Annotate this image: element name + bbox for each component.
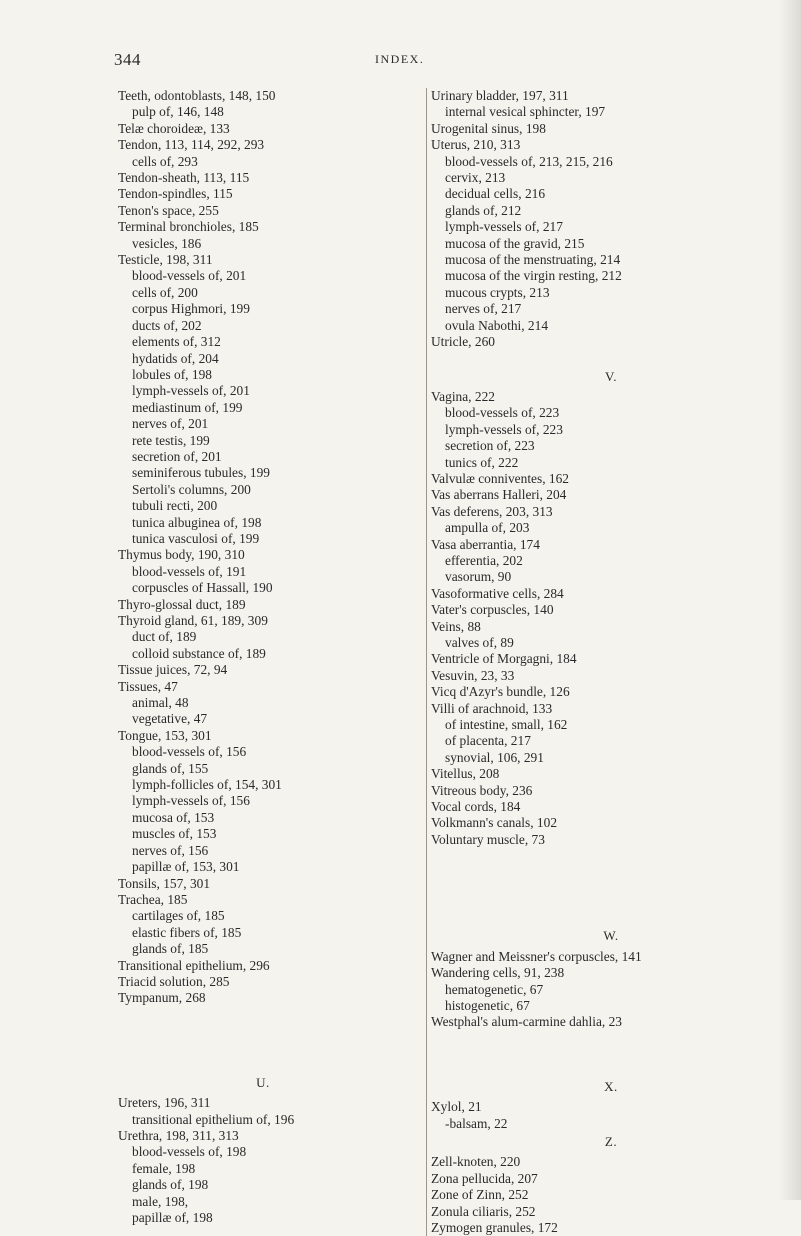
index-entry: Vesuvin, 23, 33 (431, 667, 515, 683)
index-entry: Valvulæ conniventes, 162 (431, 470, 569, 486)
index-subentry: muscles of, 153 (132, 826, 217, 842)
index-entry: Tissues, 47 (118, 678, 178, 694)
index-entry: Terminal bronchioles, 185 (118, 219, 259, 235)
section-letter: Z. (604, 1133, 618, 1149)
index-subentry: valves of, 89 (445, 635, 514, 650)
index-entry: Urogenital sinus, 198 (431, 120, 546, 136)
index-entry: Vicq d'Azyr's bundle, 126 (431, 684, 570, 700)
section-letter: V. (605, 368, 617, 384)
index-entry: Tympanum, 268 (118, 990, 206, 1006)
index-subentry: seminiferous tubules, 199 (132, 465, 270, 481)
index-subentry: of placenta, 217 (445, 733, 531, 749)
index-entry: Telæ choroideæ, 133 (118, 120, 230, 136)
index-subentry: mucous crypts, 213 (445, 284, 550, 300)
index-subentry: female, 198 (132, 1160, 196, 1176)
index-entry: Vasoformative cells, 284 (431, 585, 564, 601)
section-letter: U. (256, 1074, 270, 1090)
index-entry: Vasa aberrantia, 174 (431, 536, 540, 552)
index-subentry: blood-vessels of, 201 (132, 268, 247, 284)
index-entry: Tissue juices, 72, 94 (118, 662, 228, 678)
index-subentry: glands of, 198 (132, 1177, 209, 1193)
index-subentry: lymph-vessels of, 201 (132, 383, 250, 399)
index-subentry: cells of, 200 (132, 284, 198, 300)
index-entry: Thyro-glossal duct, 189 (118, 596, 246, 612)
index-subentry: animal, 48 (132, 695, 189, 711)
index-subentry: nerves of, 217 (445, 301, 522, 317)
index-subentry: lymph-vessels of, 217 (445, 219, 563, 235)
index-subentry: ovula Nabothi, 214 (445, 317, 549, 333)
index-subentry: tunics of, 222 (445, 454, 519, 470)
index-section (431, 1134, 791, 1236)
index-entry: Wandering cells, 91, 238 (431, 965, 565, 981)
index-entry: Thyroid gland, 61, 189, 309 (118, 613, 268, 628)
index-subentry: of intestine, small, 162 (445, 717, 568, 733)
index-subentry: glands of, 155 (132, 760, 209, 776)
index-entry: Vitellus, 208 (431, 766, 500, 782)
index-entry: Triacid solution, 285 (118, 973, 230, 989)
index-entry: Xylol, 21 (431, 1099, 482, 1115)
index-subentry: rete testis, 199 (132, 432, 210, 448)
index-subentry: papillæ of, 198 (132, 1210, 213, 1225)
index-entry: Tendon-sheath, 113, 115 (118, 170, 250, 186)
index-subentry: glands of, 185 (132, 941, 209, 957)
index-entry: Vas aberrans Halleri, 204 (431, 487, 567, 503)
index-subentry: colloid substance of, 189 (132, 645, 266, 661)
index-entry: Tendon, 113, 114, 292, 293 (118, 137, 265, 153)
index-entry: Veins, 88 (431, 618, 481, 634)
index-entry: Tendon-spindles, 115 (118, 186, 233, 202)
index-entry: Villi of arachnoid, 133 (431, 700, 553, 716)
index-entry: Volkmann's canals, 102 (431, 815, 558, 831)
index-subentry: tunica vasculosi of, 199 (132, 530, 260, 546)
running-head: INDEX. (375, 52, 425, 66)
index-subentry: tubuli recti, 200 (132, 498, 218, 514)
index-subentry: vesicles, 186 (132, 235, 202, 251)
index-subentry: lymph-vessels of, 223 (445, 421, 563, 437)
index-subentry: papillæ of, 153, 301 (132, 859, 240, 875)
index-subentry: transitional epithelium of, 196 (132, 1111, 295, 1127)
index-entry: Zonula ciliaris, 252 (431, 1203, 536, 1219)
index-subentry: internal vesical sphincter, 197 (445, 104, 606, 120)
index-subentry: histogenetic, 67 (445, 997, 530, 1013)
index-entry: Vitreous body, 236 (431, 782, 533, 798)
index-entry: Tenon's space, 255 (118, 202, 219, 218)
index-subentry: secretion of, 223 (445, 438, 535, 454)
index-subentry: elastic fibers of, 185 (132, 924, 242, 940)
page-number: 344 (114, 50, 141, 69)
index-subentry: hydatids of, 204 (132, 350, 219, 366)
index-section (118, 88, 408, 1007)
index-entry: Trachea, 185 (118, 891, 188, 907)
index-subentry: vasorum, 90 (445, 569, 512, 585)
index-subentry: mucosa of the menstruating, 214 (445, 252, 621, 268)
index-subentry: nerves of, 201 (132, 416, 209, 432)
index-section (431, 88, 791, 351)
index-entry: Ventricle of Morgagni, 184 (431, 651, 577, 667)
index-entry: Vas deferens, 203, 313 (431, 503, 553, 519)
index-entry: Teeth, odontoblasts, 148, 150 (118, 88, 276, 103)
index-subentry: nerves of, 156 (132, 842, 209, 858)
index-subentry: cartilages of, 185 (132, 908, 225, 924)
index-entry: Zona pellucida, 207 (431, 1170, 538, 1186)
index-entry: Vater's corpuscles, 140 (431, 602, 554, 618)
index-section (431, 1079, 791, 1132)
index-entry: Transitional epithelium, 296 (118, 957, 270, 973)
index-subentry: cervix, 213 (445, 170, 506, 186)
index-subentry: pulp of, 146, 148 (132, 104, 224, 120)
index-entry: Testicle, 198, 311 (118, 252, 213, 268)
index-subentry: duct of, 189 (132, 629, 197, 645)
index-subentry: Sertoli's columns, 200 (132, 481, 251, 497)
index-section (431, 928, 791, 1030)
index-column-left (118, 88, 408, 1226)
index-subentry: mucosa of the virgin resting, 212 (445, 268, 622, 284)
index-entry: Westphal's alum-carmine dahlia, 23 (431, 1014, 622, 1030)
section-letter: X. (604, 1078, 618, 1094)
index-subentry: decidual cells, 216 (445, 186, 546, 202)
index-subentry: synovial, 106, 291 (445, 749, 544, 765)
index-entry: Vagina, 222 (431, 388, 495, 404)
index-entry: Voluntary muscle, 73 (431, 831, 545, 847)
section-letter: W. (603, 928, 619, 944)
index-section (431, 369, 791, 849)
index-subentry: mediastinum of, 199 (132, 399, 243, 415)
index-entry: Urinary bladder, 197, 311 (431, 88, 569, 103)
index-entry: Zone of Zinn, 252 (431, 1187, 529, 1203)
index-entry: Uterus, 210, 313 (431, 137, 521, 153)
index-subentry: efferentia, 202 (445, 552, 523, 568)
index-subentry: mucosa of, 153 (132, 809, 215, 825)
index-subentry: secretion of, 201 (132, 448, 222, 464)
index-entry: Urethra, 198, 311, 313 (118, 1127, 239, 1143)
index-entry: Ureters, 196, 311 (118, 1095, 211, 1111)
index-subentry: hematogenetic, 67 (445, 981, 544, 997)
index-entry: Tonsils, 157, 301 (118, 875, 211, 891)
index-subentry: corpuscles of Hassall, 190 (132, 580, 273, 596)
index-entry: Zell-knoten, 220 (431, 1154, 521, 1170)
index-subentry: ducts of, 202 (132, 317, 202, 333)
index-subentry: blood-vessels of, 223 (445, 405, 560, 421)
index-entry: Tongue, 153, 301 (118, 727, 212, 743)
index-subentry: lymph-follicles of, 154, 301 (132, 777, 282, 793)
index-entry: Vocal cords, 184 (431, 799, 521, 815)
index-subentry: blood-vessels of, 156 (132, 744, 247, 760)
index-subentry: mucosa of the gravid, 215 (445, 235, 585, 251)
index-entry: Wagner and Meissner's corpuscles, 141 (431, 948, 642, 964)
index-subentry: glands of, 212 (445, 202, 522, 218)
index-subentry: corpus Highmori, 199 (132, 301, 250, 317)
index-subentry: lymph-vessels of, 156 (132, 793, 250, 809)
index-subentry: tunica albuginea of, 198 (132, 514, 262, 530)
index-section (118, 1075, 408, 1227)
index-column-right (426, 88, 791, 1236)
index-subentry: blood-vessels of, 198 (132, 1144, 247, 1160)
index-subentry: lobules of, 198 (132, 366, 212, 382)
index-subentry: blood-vessels of, 191 (132, 563, 247, 579)
index-subentry: elements of, 312 (132, 334, 221, 350)
index-subentry: cells of, 293 (132, 153, 198, 169)
index-entry: Utricle, 260 (431, 334, 495, 350)
index-subentry: vegetative, 47 (132, 711, 208, 727)
index-entry: Zymogen granules, 172 (431, 1219, 558, 1235)
index-subentry: ampulla of, 203 (445, 520, 530, 536)
index-subentry: male, 198, (132, 1193, 189, 1209)
index-subentry: -balsam, 22 (445, 1115, 508, 1131)
index-subentry: blood-vessels of, 213, 215, 216 (445, 153, 613, 169)
index-entry: Thymus body, 190, 310 (118, 547, 245, 563)
